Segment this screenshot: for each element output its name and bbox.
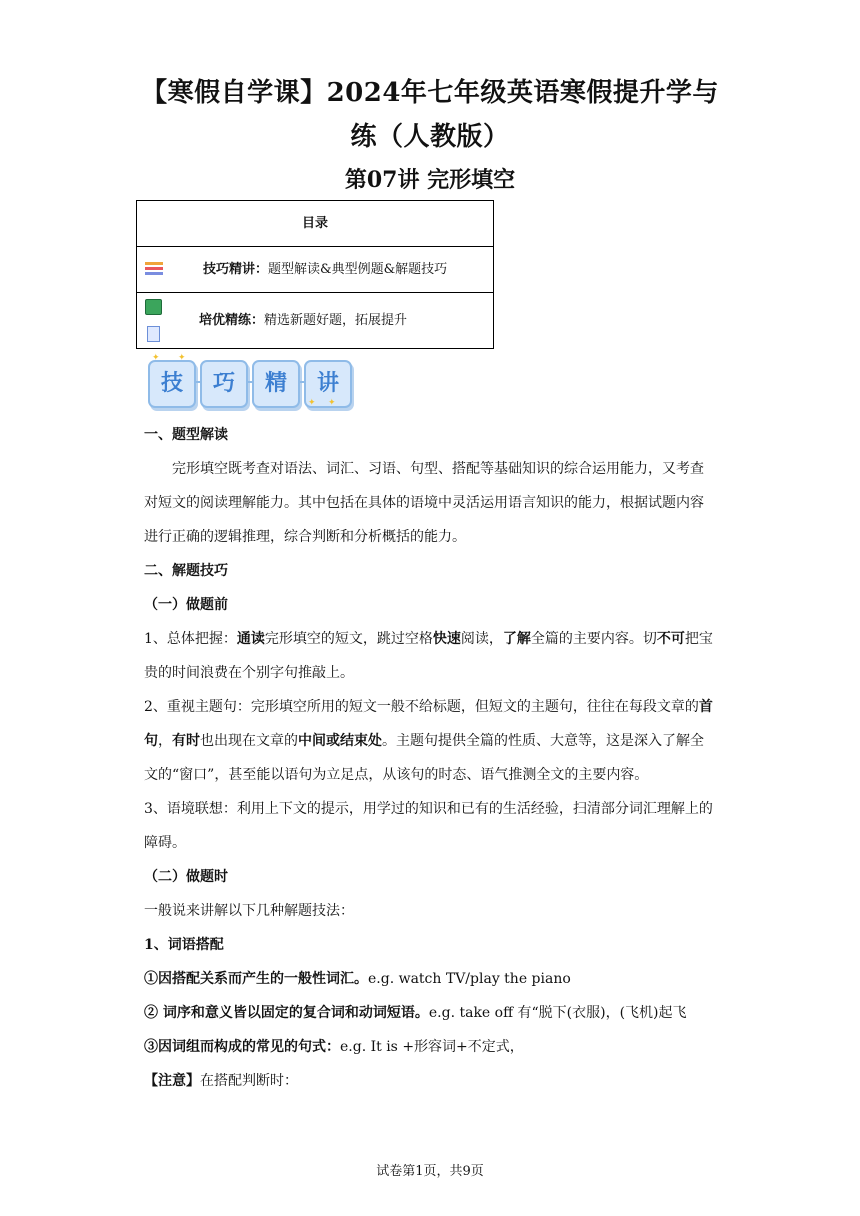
banner-tile: 讲 (304, 360, 352, 408)
map-icon (145, 299, 162, 315)
paragraph: 2、重视主题句：完形填空所用的短文一般不给标题，但短文的主题句，往往在每段文章的首句，有时也出现在文章的中间或结束处。主题句提供全篇的性质、大意等，这是深入了解全文的“窗口”，甚至能以语句为立足点，从该句的时态、语气推测全文的主要内容。 (144, 699, 713, 783)
toc-row-text: 题型解读&典型例题&解题技巧 (268, 262, 448, 277)
paragraph: 3、语境联想：利用上下文的提示，用学过的知识和已有的生活经验，扫清部分词汇理解上的障碍。 (144, 801, 713, 851)
toc-heading: 目录 (137, 201, 493, 247)
paragraph: 完形填空既考查对语法、词汇、习语、句型、搭配等基础知识的综合运用能力，又考查对短文的阅读理解能力。其中包括在具体的语境中灵活运用语言知识的能力，根据试题内容进行正确的逻辑推理，综合判断和分析概括的能力。 (144, 461, 704, 545)
banner-tile: 巧 (200, 360, 248, 408)
paragraph: ①因搭配关系而产生的一般性词汇。e.g. watch TV/play the piano (144, 971, 571, 987)
document-icon (147, 326, 160, 342)
subsection-heading: （一）做题前 (144, 597, 228, 613)
star-icon: ✦ (328, 398, 336, 408)
paragraph: 一般说来讲解以下几种解题技法： (144, 903, 354, 919)
subsection-heading: （二）做题时 (144, 869, 228, 885)
document-title-line2: 练（人教版） (350, 122, 510, 152)
paragraph: 1、总体把握：通读完形填空的短文，跳过空格快速阅读，了解全篇的主要内容。切不可把宝贵的时间浪费在个别字句推敲上。 (144, 631, 713, 681)
star-icon: ✦ (308, 398, 316, 408)
star-icon: ✦ (178, 353, 186, 363)
subsection-heading: 1、词语搭配 (144, 937, 224, 953)
table-of-contents (136, 200, 494, 349)
banner-tile: 精 (252, 360, 300, 408)
paragraph: ③因词组而构成的常见的句式：e.g. It is +形容词+不定式， (144, 1039, 524, 1055)
list-icon (145, 262, 163, 276)
banner-tile: 技 (148, 360, 196, 408)
toc-row-text: 精选新题好题，拓展提升 (264, 313, 408, 328)
lecture-title: 第07讲 完形填空 (344, 167, 516, 193)
toc-row-skills[interactable] (137, 247, 493, 293)
page-footer: 试卷第1页，共9页 (376, 1164, 484, 1179)
section-heading: 二、解题技巧 (144, 563, 228, 579)
document-title-line1: 【寒假自学课】2024年七年级英语寒假提升学与 (141, 78, 719, 108)
toc-row-label: 技巧精讲： (203, 262, 269, 277)
toc-row-practice[interactable] (137, 293, 493, 348)
star-icon: ✦ (152, 353, 160, 363)
paragraph: ② 词序和意义皆以固定的复合词和动词短语。e.g. take off 有“脱下(衣服)，(飞机)起飞 (144, 1005, 687, 1021)
toc-row-label: 培优精练： (199, 313, 265, 328)
document-body (144, 418, 716, 1098)
section-heading: 一、题型解读 (144, 427, 228, 443)
paragraph: 【注意】在搭配判断时： (144, 1073, 298, 1089)
